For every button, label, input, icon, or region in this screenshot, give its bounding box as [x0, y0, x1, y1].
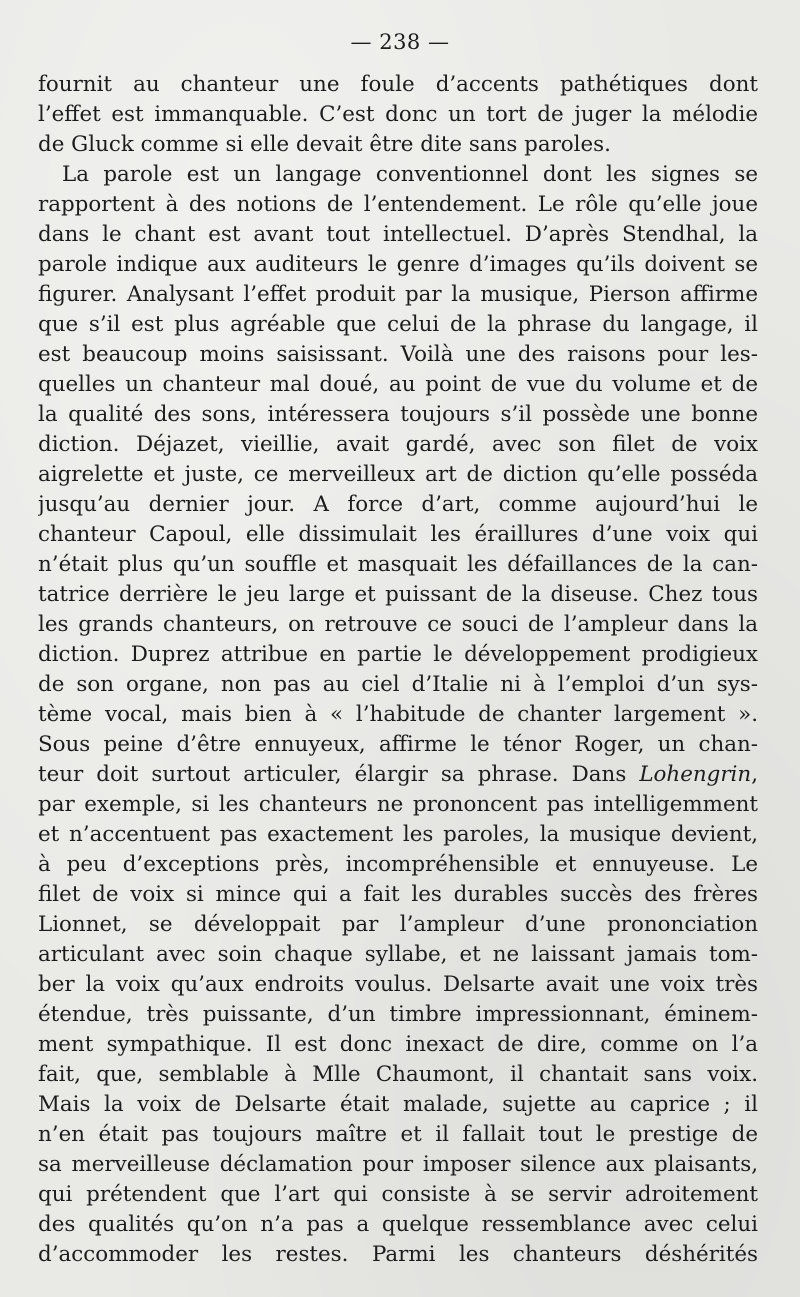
text-line: les grands chanteurs, on retrouve ce souci de l’ampleur dans la	[38, 612, 758, 637]
text-line: rapportent à des notions de l’entendement. Le rôle qu’elle joue	[38, 192, 758, 217]
text-line: est beaucoup moins saisissant. Voilà une des raisons pour les-	[38, 342, 758, 367]
text-line: jusqu’au dernier jour. A force d’art, comme aujourd’hui le	[38, 492, 758, 517]
text-line: Mais la voix de Delsarte était malade, sujette au caprice ; il	[38, 1092, 758, 1117]
opera-title: Lohengrin	[639, 762, 752, 787]
body-text	[38, 70, 758, 1270]
page-number: — 238 —	[350, 30, 450, 54]
text-line: et n’accentuent pas exactement les paroles, la musique devient,	[38, 822, 758, 847]
text-line: filet de voix si mince qui a fait les durables succès des frères	[38, 882, 758, 907]
text-line: parole indique aux auditeurs le genre d’images qu’ils doivent se	[38, 252, 758, 277]
text-line: qui prétendent que l’art qui consiste à se servir adroitement	[38, 1182, 758, 1207]
text-line: articulant avec soin chaque syllabe, et ne laissant jamais tom-	[38, 942, 758, 967]
text-line: l’effet est immanquable. C’est donc un tort de juger la mélodie	[38, 102, 758, 127]
text-line: n’en était pas toujours maître et il fallait tout le prestige de	[38, 1122, 758, 1147]
text-line: à peu d’exceptions près, incompréhensible et ennuyeuse. Le	[38, 852, 758, 877]
text-line: diction. Duprez attribue en partie le développement prodigieux	[38, 642, 758, 667]
text-line: de son organe, non pas au ciel d’Italie ni à l’emploi d’un sys-	[38, 672, 758, 697]
text-line: que s’il est plus agréable que celui de la phrase du langage, il	[38, 312, 758, 337]
text-line: La parole est un langage conventionnel dont les signes se	[62, 162, 758, 187]
text-line: ment sympathique. Il est donc inexact de dire, comme on l’a	[38, 1032, 758, 1057]
text-line: Lionnet, se développait par l’ampleur d’une prononciation	[38, 912, 758, 937]
text-line: dans le chant est avant tout intellectuel. D’après Stendhal, la	[38, 222, 758, 247]
text-line: des qualités qu’on n’a pas a quelque ressemblance avec celui	[38, 1212, 758, 1237]
text-line: par exemple, si les chanteurs ne prononcent pas intelligemment	[38, 792, 758, 817]
text-line: teur doit surtout articuler, élargir sa phrase. Dans Lohengrin,	[38, 762, 758, 787]
text-line: Sous peine d’être ennuyeux, affirme le ténor Roger, un chan-	[38, 732, 758, 757]
text-line: tatrice derrière le jeu large et puissant de la diseuse. Chez tous	[38, 582, 758, 607]
text-line: de Gluck comme si elle devait être dite sans paroles.	[38, 132, 611, 157]
text-line: ber la voix qu’aux endroits voulus. Delsarte avait une voix très	[38, 972, 758, 997]
text-line: la qualité des sons, intéressera toujours s’il possède une bonne	[38, 402, 758, 427]
text-line: figurer. Analysant l’effet produit par la musique, Pierson affirme	[38, 282, 758, 307]
text-line: fournit au chanteur une foule d’accents pathétiques dont	[38, 72, 758, 97]
text-line: étendue, très puissante, d’un timbre impressionnant, éminem-	[38, 1002, 758, 1027]
text-line: sa merveilleuse déclamation pour imposer silence aux plaisants,	[38, 1152, 758, 1177]
text-line: diction. Déjazet, vieillie, avait gardé, avec son filet de voix	[38, 432, 758, 457]
text-line: d’accommoder les restes. Parmi les chanteurs déshérités	[38, 1242, 758, 1267]
text-line: quelles un chanteur mal doué, au point de vue du volume et de	[38, 372, 758, 397]
text-line: chanteur Capoul, elle dissimulait les éraillures d’une voix qui	[38, 522, 758, 547]
text-line: aigrelette et juste, ce merveilleux art de diction qu’elle posséda	[38, 462, 758, 487]
text-line: n’était plus qu’un souffle et masquait les défaillances de la can-	[38, 552, 758, 577]
text-line: tème vocal, mais bien à « l’habitude de chanter largement ».	[38, 702, 758, 727]
text-line: fait, que, semblable à Mlle Chaumont, il chantait sans voix.	[38, 1062, 758, 1087]
